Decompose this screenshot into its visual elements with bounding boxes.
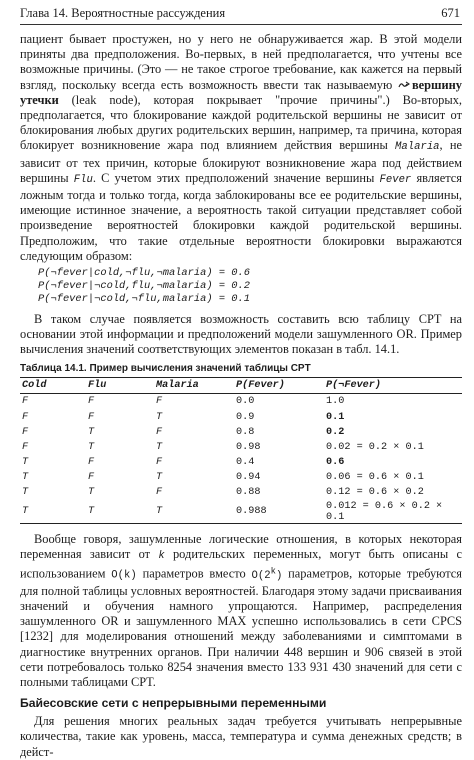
table-header-row <box>20 378 462 394</box>
section-heading: Байесовские сети с непрерывными переменными <box>20 696 327 711</box>
formula-line: P(¬fever|cold,¬flu,¬malaria) = 0.6 <box>38 267 251 280</box>
var-malaria: Malaria <box>395 141 440 154</box>
formula-line: P(¬fever|¬cold,flu,¬malaria) = 0.2 <box>38 280 251 293</box>
formula-line: P(¬fever|¬cold,¬flu,malaria) = 0.1 <box>38 293 251 306</box>
column-header: Cold <box>20 378 86 394</box>
var-flu: Flu <box>73 173 93 186</box>
paragraph-noisy-or-complexity: Вообще говоря, зашумленные логические отношения, в которых некоторая переменная зависит от k родительских переменных, могут быть описаны с использованием O(k) параметров вместо O(2$^k$) параметров, которые требуются для полной таблицы условных вероятностей. Благодаря этому задачи присваивания значений и обучения намного упрощаются. Например, распределения зашумленного OR и зашумленного MAX успешно использовались в сети CPCS [1232] для моделирования отношений между заболеваниями и симптомами в диагностике внутренних органов. При наличии 448 вершин и 906 связей в этой сети потребовалось только 8254 значения вместо 133 931 430 значений для сети с полными таблицами CPT. <box>20 531 462 689</box>
running-header <box>20 6 462 25</box>
table-row: F T T 0.98 0.02 = 0.2 × 0.1 <box>22 441 424 453</box>
wavy-arrow-icon <box>398 81 410 90</box>
table-row: F F F 0.0 1.0 <box>22 396 345 408</box>
inhibition-probabilities <box>38 267 462 307</box>
table-row: T F F 0.4 0.6 <box>22 457 345 469</box>
column-header: Flu <box>86 378 154 394</box>
var-k: k <box>158 549 165 562</box>
table-row: T F T 0.94 0.06 = 0.6 × 0.1 <box>22 472 424 484</box>
column-header: P(Fever) <box>234 378 324 394</box>
term-leak-node: вершину утечки <box>20 77 462 107</box>
column-header: Malaria <box>154 378 234 394</box>
cpt-table <box>20 377 462 523</box>
table-row: F F T 0.9 0.1 <box>22 411 345 423</box>
chapter-title: Глава 14. Вероятностные рассуждения <box>20 6 226 20</box>
paragraph-cpt-intro: В таком случае появляется возможность составить всю таблицу CPT на основании этой информации и предположений модели зашумленного OR. Пример вычисления значений соответствующих элементов показан в табл. 14.1. <box>20 311 462 357</box>
big-o-k: O(k) <box>111 569 137 582</box>
paragraph-noisy-or-assumptions: пациент бывает простужен, но у него не обнаруживается жар. В этой модели приняты два предположения. Во-первых, в ней предполагается, что учтены все возможные причины. (Это — не такое строгое требование, как кажется на первый взгляд, поскольку всегда есть возможность ввести так называемую вершину утечки (leak node), которая покрывает "прочие причины".) Во-вторых, предполагается, что блокирование каждой родительской вершины не зависит от блокирования любых других родительских вершин, например, та причина, которая блокирует возникновение жара под влиянием действия вершины Malaria, не зависит от тех причин, которые блокируют возникновение жара под действием вершины Flu. С учетом этих предположений значение вершины Fever является ложным тогда и только тогда, когда заблокированы все ее родительские вершины, имеющие истинное значение, а вероятность такой ситуации представляет собой произведение вероятностей блокировки каждой родительской вершины. Предположим, что такие отдельные вероятности блокировки выражаются следующим образом: <box>20 32 462 263</box>
paragraph-continuous-variables: Для решения многих реальных задач требуется учитывать непрерывные количества, такие как уровень, масса, температура и сумма денежных средств; в дейст- <box>20 714 462 759</box>
big-o-2k: O(2$^k$) <box>251 565 283 582</box>
var-fever: Fever <box>379 173 412 186</box>
column-header: P(¬Fever) <box>324 378 462 394</box>
table-row: T T T 0.988 0.012 = 0.6 × 0.2 × 0.1 <box>20 501 462 524</box>
table-row: T T F 0.88 0.12 = 0.6 × 0.2 <box>22 487 424 499</box>
page-number: 671 <box>441 6 460 20</box>
table-row: F T F 0.8 0.2 <box>22 426 345 438</box>
table-caption: Таблица 14.1. Пример вычисления значений таблицы CPT <box>20 363 311 375</box>
